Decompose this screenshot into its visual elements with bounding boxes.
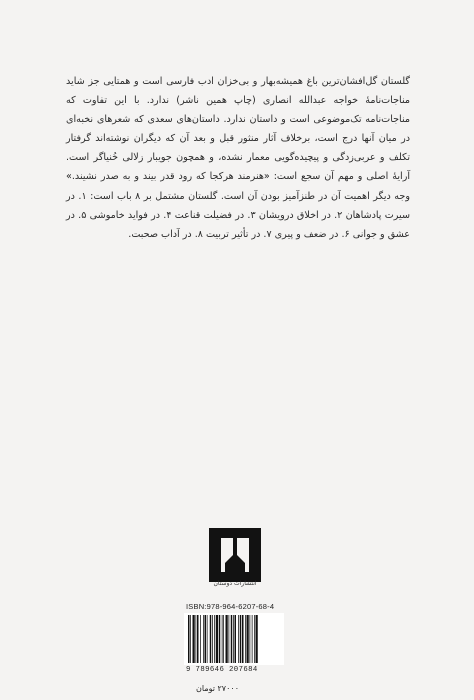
price-label: ۲۷۰۰۰ تومان <box>196 684 239 693</box>
publisher-name: انتشارات دوستان <box>213 580 257 587</box>
isbn-barcode <box>184 613 284 665</box>
blurb-paragraph: گلستان گل‌افشان‌ترین باغ همیشه‌بهار و بی‌خزان ادب فارسی است و همتایی جز شاید مناجات‌نامهٔ خواجه عبدالله انصاری (چاپ همین ناشر) ندارد. با این تفاوت که مناجات‌نامه تک‌موضوعی است و داستان ندارد. داستان‌های سعدی که شعرهای نخبه‌ای در میان آنها درج است، برخلاف آثار منثور قبل و بعد آن که دیگران نوشته‌اند گرفتار تکلف و عربی‌زدگی و پیچیده‌گویی معمار نشده، و همچون جویبار زلالی خُنیاگر است. آرایهٔ اصلی و مهم آن سجع است: «هنرمند هرکجا که رود قدر بیند و به صدر نشیند.» وجه دیگر اهمیت آن در طنزآمیز بودن آن است. گلستان مشتمل بر ۸ باب است: ۱. در سیرت پادشاهان ۲. در اخلاق درویشان ۳. در فضیلت قناعت ۴. در فواید خاموشی ۵. در عشق و جوانی ۶. در ضعف و پیری ۷. در تأثیر تربیت ۸. در آداب صحبت. <box>66 76 410 240</box>
barcode-digits: 9 789646 207684 <box>186 666 258 674</box>
publisher-logo-icon <box>209 528 261 582</box>
isbn-label: ISBN:978-964-6207-68-4 <box>186 602 275 611</box>
blurb-text-block <box>66 72 410 244</box>
